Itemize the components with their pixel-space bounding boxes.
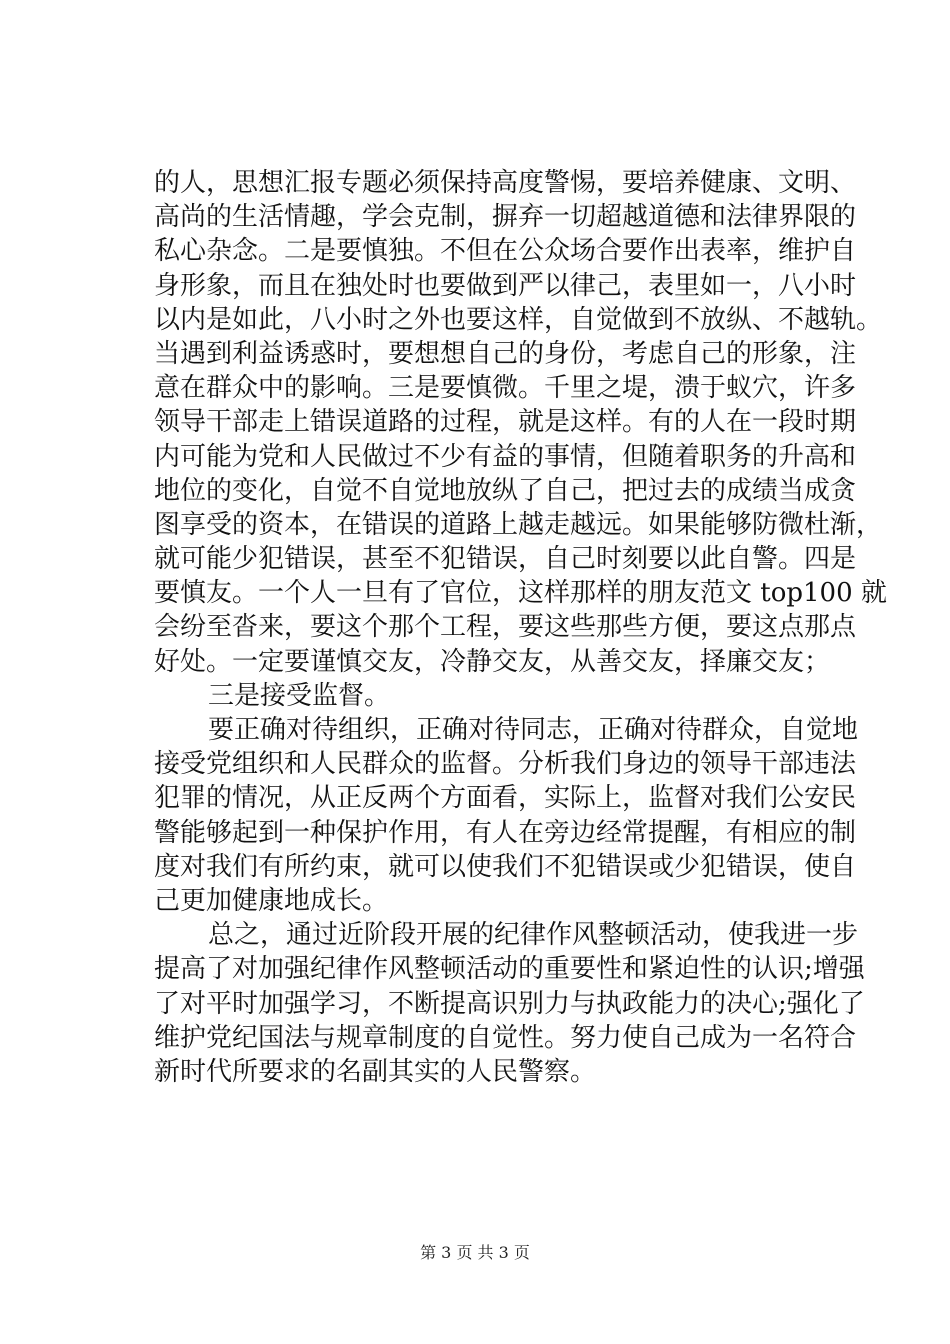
text-line: 度对我们有所约束，就可以使我们不犯错误或少犯错误，使自 — [154, 851, 857, 882]
text-line: 警能够起到一种保护作用，有人在旁边经常提醒，有相应的制 — [154, 817, 857, 848]
text-line: 地位的变化，自觉不自觉地放纵了自己，把过去的成绩当成贪 — [154, 475, 857, 506]
page-number: 第 3 页 共 3 页 — [420, 1243, 530, 1262]
page-footer — [0, 1243, 950, 1263]
text-line: 提高了对加强纪律作风整顿活动的重要性和紧迫性的认识;增强 — [154, 954, 865, 985]
text-line: 以内是如此，八小时之外也要这样，自觉做到不放纵、不越轨。 — [154, 304, 883, 335]
text-line: 领导干部走上错误道路的过程，就是这样。有的人在一段时期 — [154, 407, 857, 438]
document-body — [154, 166, 887, 1089]
text-line: 接受党组织和人民群众的监督。分析我们身边的领导干部违法 — [154, 749, 857, 780]
text-line: 私心杂念。二是要慎独。不但在公众场合要作出表率，维护自 — [154, 236, 857, 267]
text-line: 会纷至沓来，要这个那个工程，要这些那些方便，要这点那点 — [154, 612, 857, 643]
text-line: 就可能少犯错误，甚至不犯错误，自己时刻要以此自警。四是 — [154, 544, 857, 575]
section-heading: 三是接受监督。 — [208, 680, 391, 711]
text-line: 犯罪的情况，从正反两个方面看，实际上，监督对我们公安民 — [154, 783, 857, 814]
text-line: 了对平时加强学习，不断提高识别力与执政能力的决心;强化了 — [154, 988, 865, 1019]
text-line: 内可能为党和人民做过不少有益的事情，但随着职务的升高和 — [154, 441, 857, 472]
text-line: 要慎友。一个人一旦有了官位，这样那样的朋友范文 top100 就 — [154, 578, 887, 609]
text-line: 维护党纪国法与规章制度的自觉性。努力使自己成为一名符合 — [154, 1022, 857, 1053]
text-line: 意在群众中的影响。三是要慎微。千里之堤，溃于蚁穴，许多 — [154, 373, 857, 404]
text-line: 好处。一定要谨慎交友，冷静交友，从善交友，择廉交友； — [154, 646, 831, 677]
text-line: 图享受的资本，在错误的道路上越走越远。如果能够防微杜渐， — [154, 509, 883, 540]
text-line: 当遇到利益诱惑时，要想想自己的身份，考虑自己的形象，注 — [154, 338, 857, 369]
text-line: 己更加健康地成长。 — [154, 885, 389, 916]
text-line: 总之，通过近阶段开展的纪律作风整顿活动，使我进一步 — [208, 920, 859, 951]
text-line: 的人，思想汇报专题必须保持高度警惕，要培养健康、文明、 — [154, 168, 857, 198]
text-line: 高尚的生活情趣，学会克制，摒弃一切超越道德和法律界限的 — [154, 202, 857, 233]
text-line: 要正确对待组织，正确对待同志，正确对待群众，自觉地 — [208, 715, 859, 745]
text-line: 身形象，而且在独处时也要做到严以律己，表里如一，八小时 — [154, 270, 857, 301]
text-line: 新时代所要求的名副其实的人民警察。 — [154, 1056, 597, 1087]
